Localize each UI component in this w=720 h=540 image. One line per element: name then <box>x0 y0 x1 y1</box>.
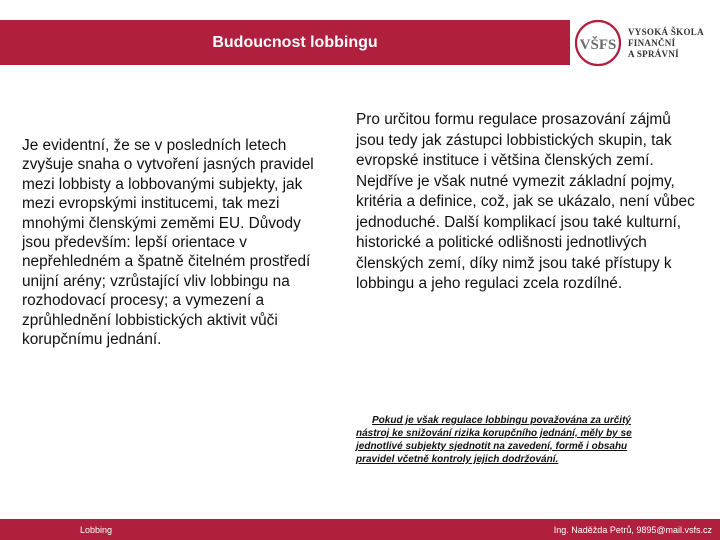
footer-course: Lobbing <box>80 524 113 535</box>
right-paragraph: Pro určitou formu regulace prosazování zájmů jsou tedy jak zástupci lobbistických skupin, tak evropské instituce i většina členských zemí. Nejdříve je však nutné vymezit základní pojmy, kritéria a definice, což, jak se ukázalo, není vůbec jednoduché. Další komplikací jsou také kulturní, historické a politické odlišnosti jednotlivých členských zemí, díky nimž jsou také přístupy k lobbingu a jeho regulaci zcela rozdílné. <box>356 111 695 292</box>
logo-monogram: VŠFS <box>579 37 617 53</box>
footer-author: Ing. Naděžda Petrů, 9895@mail.vsfs.cz <box>553 524 712 535</box>
regulation-note: Pokud je však regulace lobbingu považována za určitý nástroj ke snižování rizika korupčního jednání, měly by se jednotlivé subjekty sjednotit na zavedení, formě i obsahu pravidel včetně kontroly jejich dodržování. <box>356 415 632 465</box>
footer-bar <box>0 519 720 540</box>
vsfs-seal-icon <box>572 18 624 68</box>
title-bar <box>0 20 570 65</box>
logo-text <box>628 27 704 60</box>
logo-line-3: A SPRÁVNÍ <box>628 48 679 59</box>
school-logo <box>572 18 720 68</box>
logo-line-2: FINANČNÍ <box>628 37 676 48</box>
logo-line-1: VYSOKÁ ŠKOLA <box>628 26 704 37</box>
slide-title: Budoucnost lobbingu <box>212 33 378 51</box>
left-paragraph: Je evidentní, že se v posledních letech zvyšuje snaha o vytvoření jasných pravidel mezi lobbisty a lobbovanými subjekty, jak mezi evropskými institucemi, tak mezi mnohými členskými zeměmi EU. Důvody jsou především: lepší orientace v nepřehledném a špatně čitelném prostředí unijní arény; vzrůstající vliv lobbingu na rozhodovací procesy; a vymezení a zprůhlednění lobbistických aktivit vůči korupčnímu jednání. <box>22 137 314 349</box>
